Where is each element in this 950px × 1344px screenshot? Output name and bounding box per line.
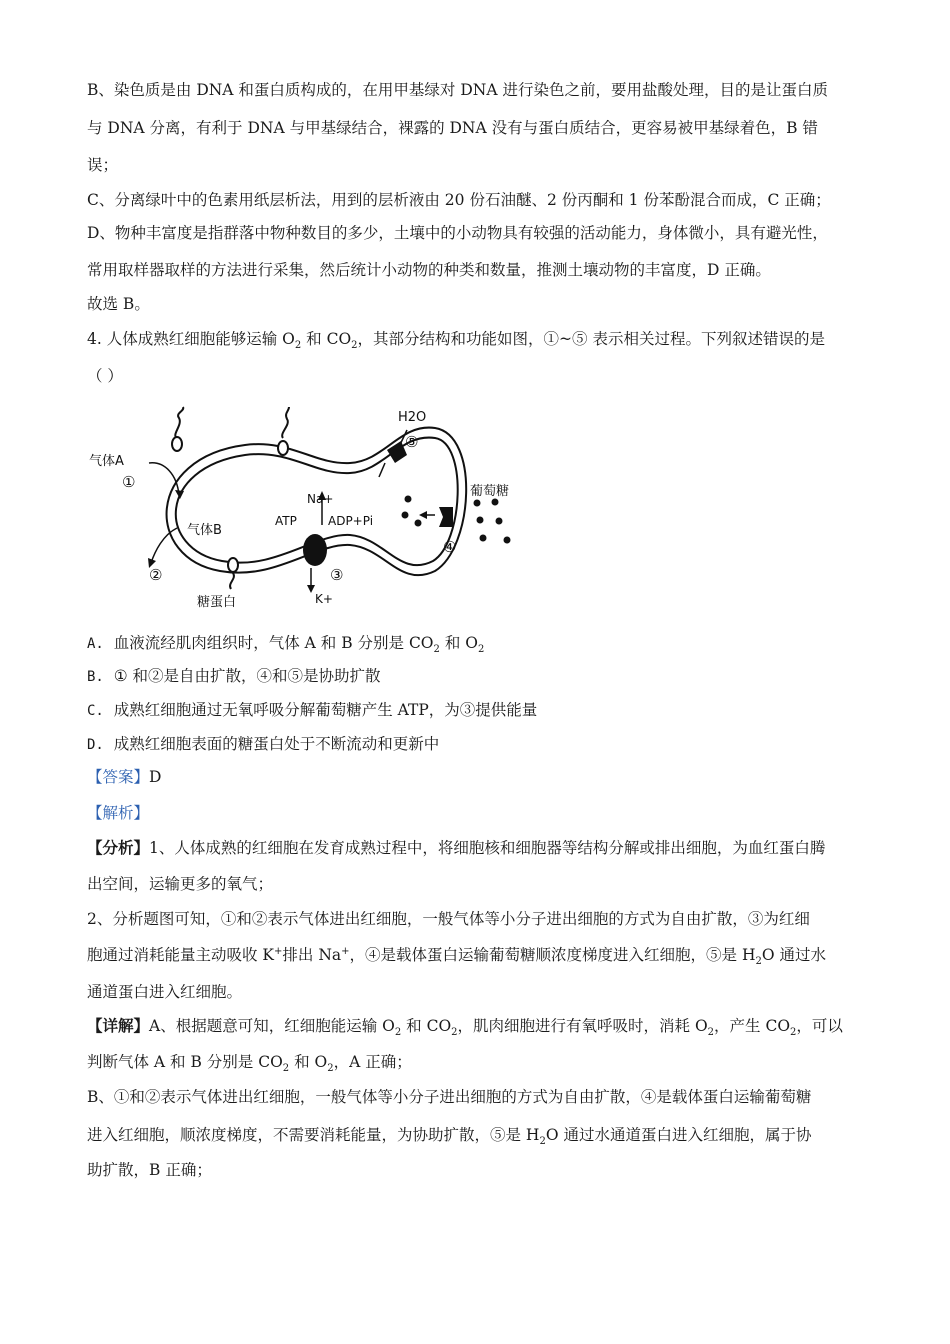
detail-line: 【详解】A、根据题意可知，红细胞能运输 $O_2$ 和 $CO_2$，肌肉细胞进行有氧呼吸时，消耗 $O_2$，产生 $CO_2$，可以 bbox=[87, 1016, 843, 1039]
question-stem: 4. 人体成熟红细胞能够运输 $O_2$ 和 $CO_2$，其部分结构和功能如图，①~⑤ 表示相关过程。下列叙述错误的是 bbox=[87, 330, 825, 352]
label-circle-2: ② bbox=[149, 566, 163, 584]
detail-line: 进入红细胞，顺浓度梯度，不需要消耗能量，为协助扩散，⑤是 $H_2O$ 通过水通道蛋白进入红细胞，属于协 bbox=[87, 1126, 812, 1148]
glucose-carrier-protein bbox=[439, 507, 453, 527]
label-circle-3: ③ bbox=[330, 566, 344, 584]
text-line: D、物种丰富度是指群落中物种数目的多少，土壤中的小动物具有较强的活动能力，身体微小，具有避光性， bbox=[87, 224, 828, 242]
analysis-tag: 【解析】 bbox=[87, 804, 150, 822]
label-na: Na+ bbox=[307, 492, 334, 506]
answer-parentheses: （ ） bbox=[87, 367, 123, 385]
option-a: A. 血液流经肌肉组织时，气体 A 和 B 分别是 $CO_2$ 和 $O_2$ bbox=[87, 634, 485, 656]
gas-a-arrow bbox=[149, 463, 179, 495]
text-line: 常用取样器取样的方法进行采集，然后统计小动物的种类和数量，推测土壤动物的丰富度，D 正确。 bbox=[87, 261, 771, 279]
analysis-line: 2、分析题图可知，①和②表示气体进出红细胞，一般气体等小分子进出细胞的方式为自由扩散，③为红细 bbox=[87, 910, 810, 928]
label-h2o: H2O bbox=[398, 410, 427, 425]
gas-b-arrow bbox=[151, 528, 177, 563]
detail-line: 判断气体 A 和 B 分别是 $CO_2$ 和 $O_2$，A 正确； bbox=[87, 1053, 412, 1075]
option-c: C. 成熟红细胞通过无氧呼吸分解葡萄糖产生 ATP，为③提供能量 bbox=[87, 701, 538, 719]
analysis-line: 出空间，运输更多的氧气； bbox=[87, 875, 274, 893]
option-d: D. 成熟红细胞表面的糖蛋白处于不断流动和更新中 bbox=[87, 735, 440, 753]
text-line: C、分离绿叶中的色素用纸层析法，用到的层析液由 20 份石油醚、2 份丙酮和 1 份苯酚混合而成，C 正确； bbox=[87, 191, 831, 209]
analysis-line: 胞通过消耗能量主动吸收 K+排出 Na+，④是载体蛋白运输葡萄糖顺浓度梯度进入红细胞，⑤是 $H_2O$ 通过水 bbox=[87, 945, 826, 968]
text-line: B、染色质是由 DNA 和蛋白质构成的，在用甲基绿对 DNA 进行染色之前，要用盐酸处理，目的是让蛋白质 bbox=[87, 81, 828, 99]
label-gas-b: 气体B bbox=[187, 523, 222, 538]
sodium-potassium-pump bbox=[303, 534, 327, 566]
glycoprotein-marker bbox=[172, 407, 289, 589]
label-k: K+ bbox=[315, 592, 333, 606]
text-line: 误； bbox=[87, 156, 119, 174]
label-circle-4: ④ bbox=[443, 538, 457, 556]
option-b: B. ① 和②是自由扩散，④和⑤是协助扩散 bbox=[87, 667, 381, 685]
label-glycoprotein: 糖蛋白 bbox=[197, 595, 237, 610]
red-blood-cell-diagram bbox=[85, 403, 525, 618]
label-glucose: 葡萄糖 bbox=[470, 484, 510, 499]
answer-line: 【答案】D bbox=[87, 768, 162, 786]
label-atp: ATP bbox=[275, 514, 297, 528]
detail-line: 助扩散，B 正确； bbox=[87, 1161, 212, 1179]
text-line: 故选 B。 bbox=[87, 295, 150, 313]
analysis-line: 【分析】1、人体成熟的红细胞在发育成熟过程中，将细胞核和细胞器等结构分解或排出细胞，为血红蛋白腾 bbox=[87, 838, 826, 857]
label-circle-1: ① bbox=[122, 473, 136, 491]
label-adp-pi: ADP+Pi bbox=[328, 514, 374, 528]
label-gas-a: 气体A bbox=[89, 454, 124, 469]
detail-line: B、①和②表示气体进出红细胞，一般气体等小分子进出细胞的方式为自由扩散，④是载体蛋白运输葡萄糖 bbox=[87, 1088, 812, 1106]
glucose-molecules bbox=[402, 496, 511, 544]
analysis-line: 通道蛋白进入红细胞。 bbox=[87, 983, 243, 1001]
label-circle-5: ⑤ bbox=[405, 433, 419, 451]
text-line: 与 DNA 分离，有利于 DNA 与甲基绿结合，裸露的 DNA 没有与蛋白质结合，更容易被甲基绿着色，B 错 bbox=[87, 119, 818, 137]
